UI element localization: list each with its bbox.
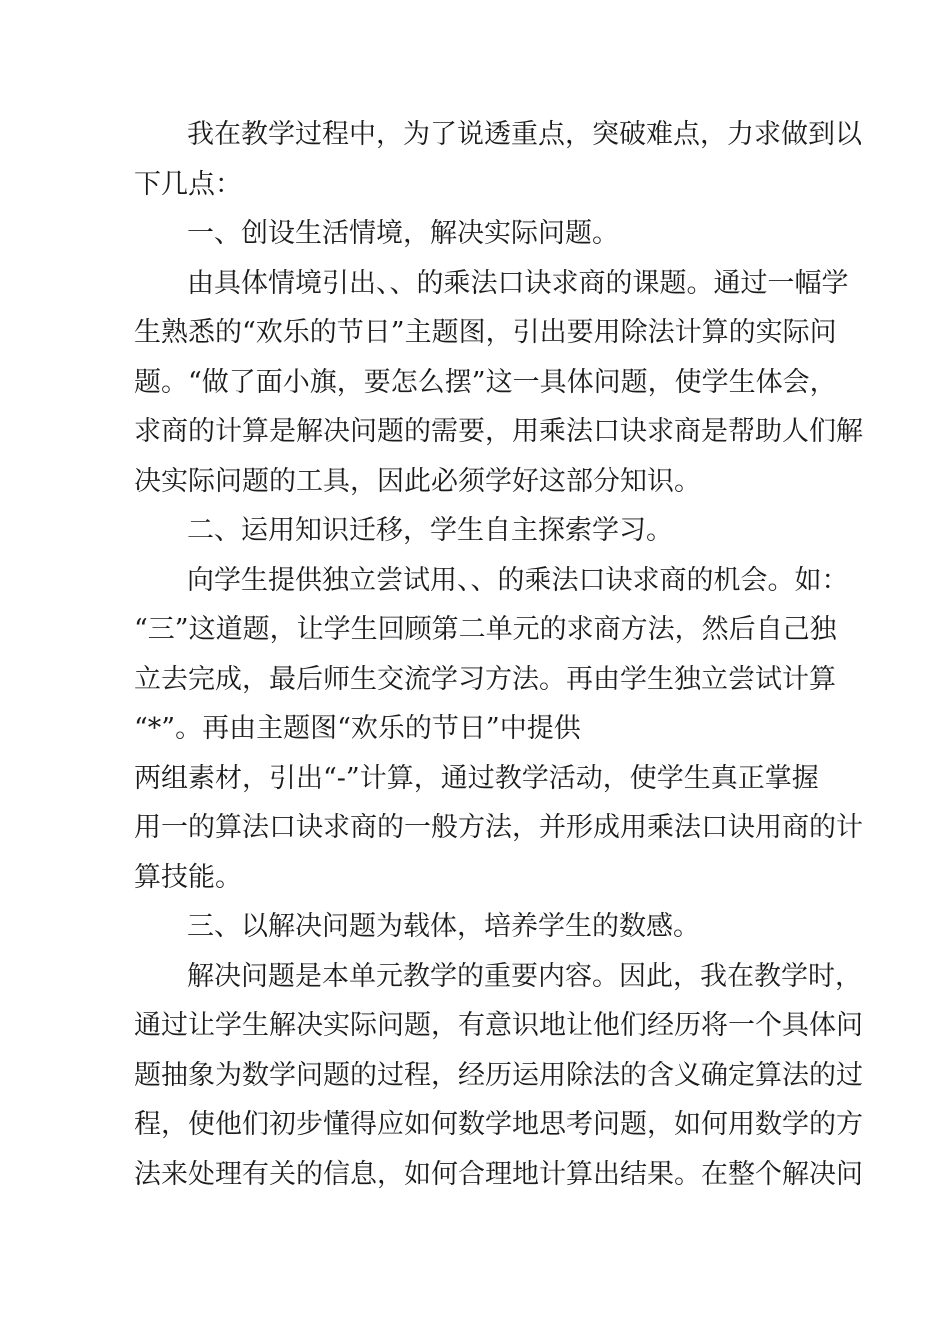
paragraph-3-line-2: 通过让学生解决实际问题，有意识地让他们经历将一个具体问 <box>134 1010 863 1041</box>
section-heading-3: 三、以解决问题为载体，培养学生的数感。 <box>187 911 700 942</box>
paragraph-1-line-5: 决实际问题的工具，因此必须学好这部分知识。 <box>134 466 701 497</box>
paragraph-2-line-2: “三”这道题，让学生回顾第二单元的求商方法，然后自己独 <box>134 614 837 645</box>
paragraph-2-line-4: “*”。再由主题图“欢乐的节日”中提供 <box>134 713 581 744</box>
paragraph-2-line-5: 两组素材，引出“-”计算，通过教学活动，使学生真正掌握 <box>134 763 819 794</box>
paragraph-1-line-1: 由具体情境引出、、的乘法口诀求商的课题。通过一幅学 <box>187 268 849 299</box>
paragraph-intro-line-2: 下几点： <box>134 169 242 200</box>
paragraph-1-line-4: 求商的计算是解决问题的需要，用乘法口诀求商是帮助人们解 <box>134 416 863 447</box>
paragraph-3-line-3: 题抽象为数学问题的过程，经历运用除法的含义确定算法的过 <box>134 1060 863 1091</box>
paragraph-intro-line-1: 我在教学过程中，为了说透重点，突破难点，力求做到以 <box>187 119 862 150</box>
paragraph-3-line-4: 程，使他们初步懂得应如何数学地思考问题，如何用数学的方 <box>134 1109 863 1140</box>
section-heading-1: 一、创设生活情境，解决实际问题。 <box>187 218 619 249</box>
paragraph-3-line-1: 解决问题是本单元教学的重要内容。因此，我在教学时， <box>187 961 862 992</box>
paragraph-1-line-2: 生熟悉的“欢乐的节日”主题图，引出要用除法计算的实际问 <box>134 317 837 348</box>
paragraph-3-line-5: 法来处理有关的信息，如何合理地计算出结果。在整个解决问 <box>134 1159 863 1190</box>
paragraph-2-line-3: 立去完成，最后师生交流学习方法。再由学生独立尝试计算 <box>134 664 836 695</box>
paragraph-2-line-7: 算技能。 <box>134 862 242 893</box>
section-heading-2: 二、运用知识迁移，学生自主探索学习。 <box>187 515 673 546</box>
paragraph-1-line-3: 题。“做了面小旗，要怎么摆”这一具体问题，使学生体会， <box>134 367 837 398</box>
paragraph-2-line-6: 用一的算法口诀求商的一般方法，并形成用乘法口诀用商的计 <box>134 812 863 843</box>
paragraph-2-line-1: 向学生提供独立尝试用、、的乘法口诀求商的机会。如： <box>187 565 849 596</box>
